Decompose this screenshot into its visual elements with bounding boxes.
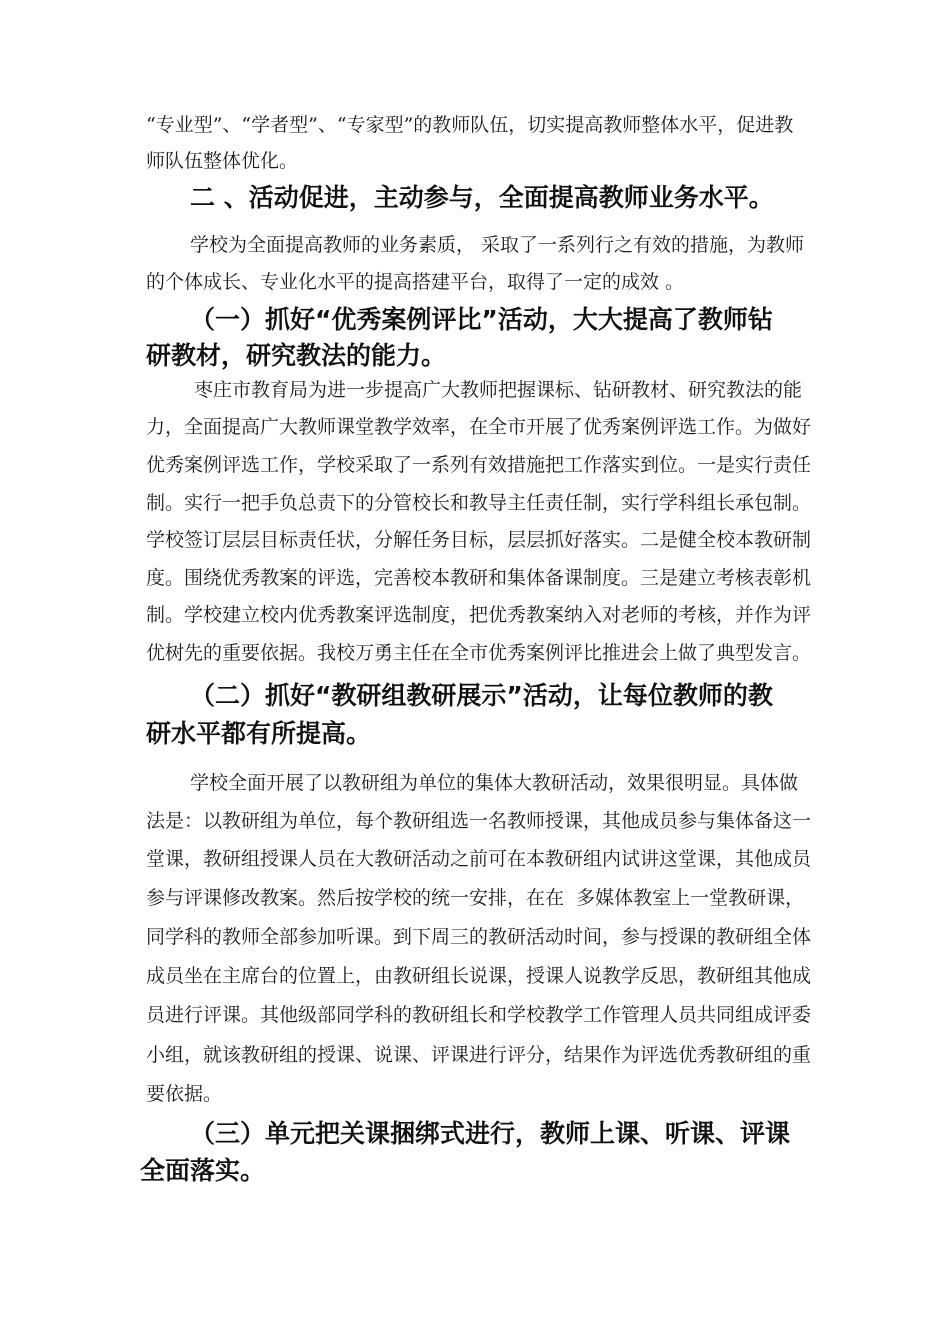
paragraph-line: 的个体成长、专业化水平的提高搭建平台，取得了一定的成效 。 [146,271,685,293]
paragraph-line: 优树先的重要依据。我校万勇主任在全市优秀案例评比推进会上做了典型发言。 [146,642,812,664]
paragraph-line: 力，全面提高广大教师课堂教学效率，在全市开展了优秀案例评选工作。为做好 [146,416,812,438]
subsection-heading: （一）抓好“优秀案例评比”活动，大大提高了教师钻 [190,305,773,334]
paragraph-line: 制。实行一把手负总责下的分管校长和教导主任责任制，实行学科组长承包制。 [146,492,812,514]
subsection-heading: （三）单元把关课捆绑式进行，教师上课、听课、评课 [190,1119,791,1148]
paragraph-line: 制。学校建立校内优秀教案评选制度，把优秀教案纳入对老师的考核，并作为评 [146,604,812,626]
paragraph-line: 员进行评课。其他级部同学科的教研组长和学校教学工作管理人员共同组成评委 [146,1004,812,1026]
paragraph-line: 成员坐在主席台的位置上，由教研组长说课，授课人说教学反思，教研组其他成 [146,965,812,987]
paragraph-line: 堂课，教研组授课人员在大教研活动之前可在本教研组内试讲这堂课，其他成员 [146,848,812,870]
paragraph-line: 学校为全面提高教师的业务素质， 采取了一系列行之有效的措施，为教师 [190,234,805,256]
subsection-heading: 研教材，研究教法的能力。 [146,341,447,370]
paragraph-line: “专业型”、“学者型”、“专家型”的教师队伍，切实提高教师整体水平，促进教 [146,114,794,136]
subsection-heading: 研水平都有所提高。 [146,719,372,748]
paragraph-line: 小组，就该教研组的授课、说课、评课进行评分，结果作为评选优秀教研组的重 [146,1044,812,1066]
paragraph-line: 要依据。 [146,1083,223,1105]
paragraph-line: 同学科的教师全部参加听课。到下周三的教研活动时间，参与授课的教研组全体 [146,926,812,948]
paragraph-line: 学校全面开展了以教研组为单位的集体大教研活动，效果很明显。具体做 [190,772,799,794]
paragraph-line: 枣庄市教育局为进一步提高广大教师把握课标、钻研教材、研究教法的能 [194,379,803,401]
section-heading: 二 、活动促进，主动参与，全面提高教师业务水平。 [190,183,774,212]
subsection-heading: 全面落实。 [140,1156,266,1185]
paragraph-line: 学校签订层层目标责任状，分解任务目标，层层抓好落实。二是健全校本教研制 [146,529,812,551]
subsection-heading: （二）抓好“教研组教研展示”活动，让每位教师的教 [190,681,773,710]
paragraph-line: 法是：以教研组为单位，每个教研组选一名教师授课，其他成员参与集体备这一 [146,810,812,832]
paragraph-line: 参与评课修改教案。然后按学校的统一安排，在在 多媒体教室上一堂教研课， [146,887,805,909]
paragraph-line: 度。围绕优秀教案的评选，完善校本教研和集体备课制度。三是建立考核表彰机 [146,567,812,589]
paragraph-line: 师队伍整体优化。 [146,150,299,172]
paragraph-line: 优秀案例评选工作，学校采取了一系列有效措施把工作落实到位。一是实行责任 [146,454,812,476]
